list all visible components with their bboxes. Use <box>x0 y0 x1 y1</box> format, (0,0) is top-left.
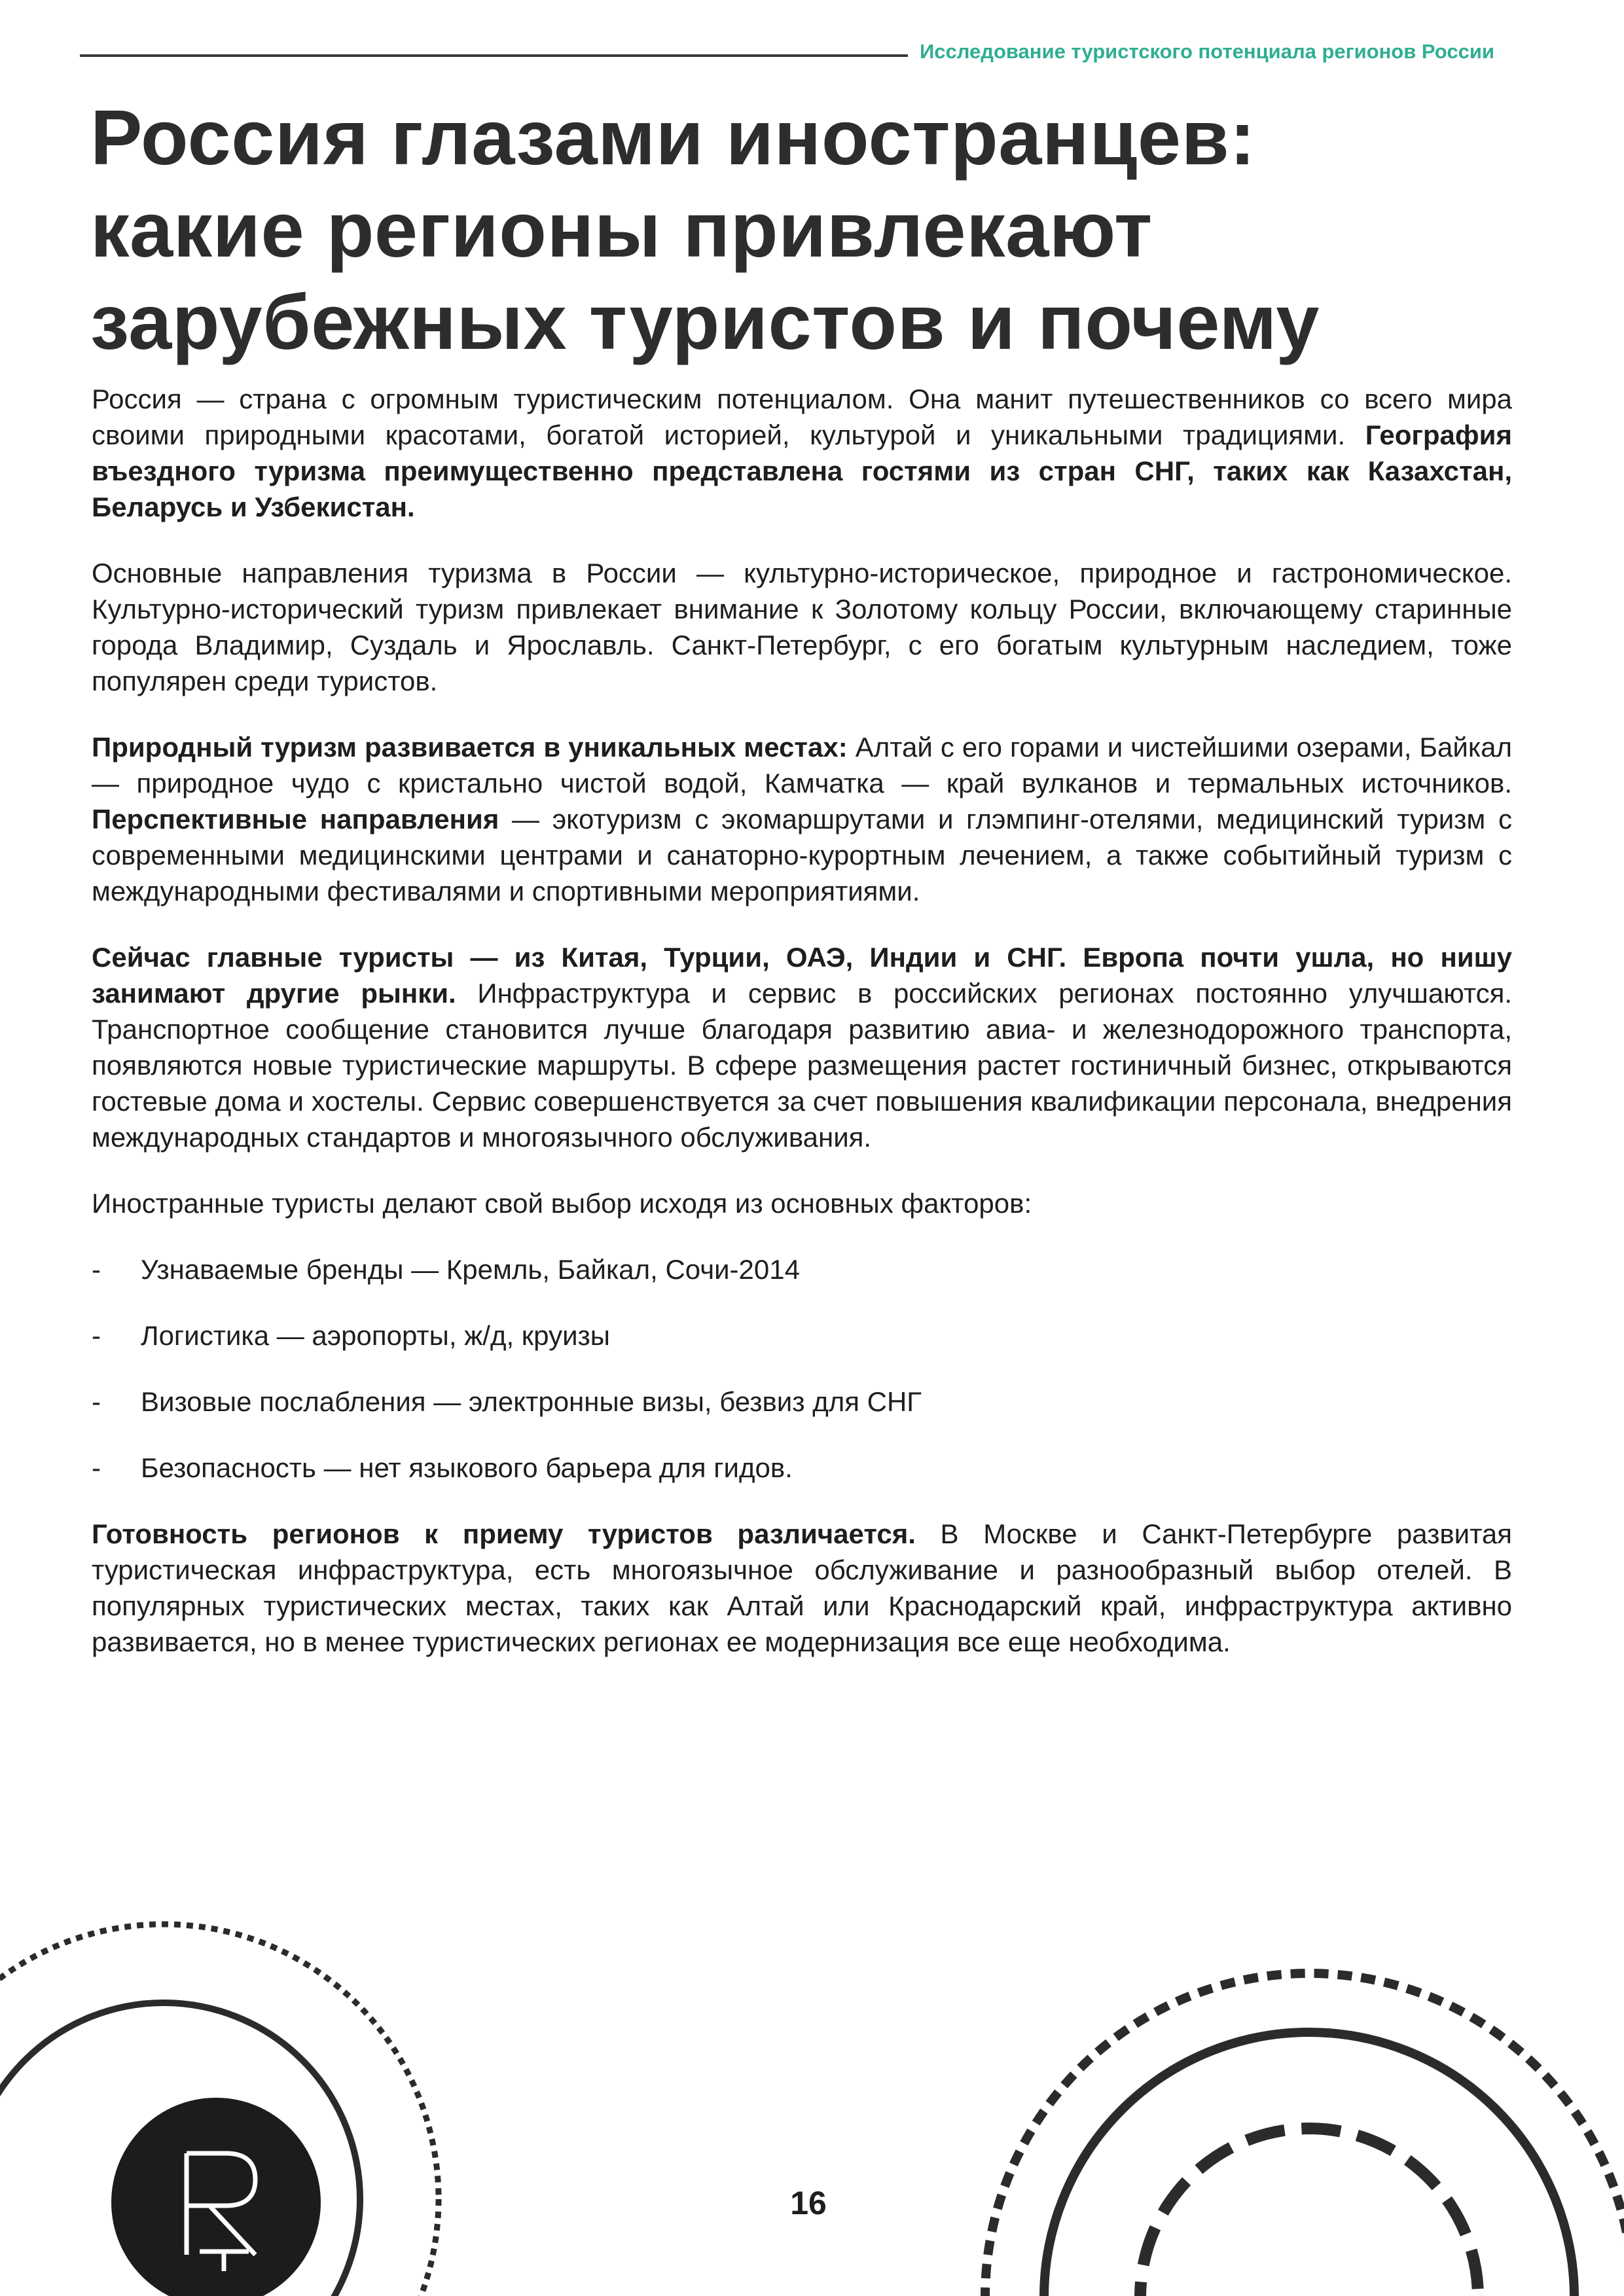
list-item <box>92 1318 1512 1354</box>
paragraph-main-tourists-text: Инфраструктура и сервис в российских регионах постоянно улучшаются. Транспортное сообщение становится лучше благодаря развитию авиа- и железнодорожного транспорта, появляются новые туристические маршруты. В сфере размещения растет гостиничный бизнес, открываются гостевые дома и хостелы. Сервис совершенствуется за счет повышения квалификации персонала, внедрения международных стандартов и многоязычного обслуживания. <box>92 978 1512 1153</box>
list-dash: - <box>92 1452 101 1483</box>
paragraph-nature-bold-2: Перспективные направления <box>92 804 499 834</box>
deco-inner-dashed-circle-right <box>1140 2128 1478 2296</box>
paragraph-readiness-text: В Москве и Санкт-Петербурге развитая туристическая инфраструктура, есть многоязычное обслуживание и разнообразный выбор отелей. В популярных туристических местах, таких как Алтай или Краснодарский край, инфраструктура активно развивается, но в менее туристических регионах ее модернизация все еще необходима. <box>92 1518 1512 1657</box>
list-item <box>92 1450 1512 1486</box>
paragraph-factors-intro <box>92 1185 1512 1221</box>
list-dash: - <box>92 1254 101 1285</box>
paragraph-nature-tourism <box>92 729 1512 909</box>
page-title <box>90 92 1530 368</box>
paragraph-main-tourists-bold: Сейчас главные туристы — из Китая, Турции, ОАЭ, Индии и СНГ. Европа почти ушла, но нишу занимают другие рынки. <box>92 942 1512 1009</box>
list-dash: - <box>92 1320 101 1351</box>
list-item-text: Безопасность — нет языкового барьера для гидов. <box>141 1452 793 1483</box>
paragraph-intro-bold: География въездного туризма преимущественно представлена гостями из стран СНГ, таких как Казахстан, Беларусь и Узбекистан. <box>92 420 1512 522</box>
logo-icon <box>187 2153 255 2271</box>
paragraph-nature-bold-1: Природный туризм развивается в уникальных местах: <box>92 732 848 762</box>
paragraph-factors-intro-text: Иностранные туристы делают свой выбор исходя из основных факторов: <box>92 1188 1032 1219</box>
list-item <box>92 1251 1512 1287</box>
page-number: 16 <box>790 2185 827 2221</box>
page-title-line-2: какие регионы привлекают <box>90 187 1153 274</box>
paragraph-main-tourists <box>92 939 1512 1155</box>
paragraph-readiness-bold: Готовность регионов к приему туристов различается. <box>92 1518 916 1549</box>
paragraph-readiness <box>92 1516 1512 1660</box>
running-header: Исследование туристского потенциала регионов России <box>920 40 1494 63</box>
deco-dotted-circle-left <box>0 1924 439 2296</box>
deco-dashed-circle-right <box>985 1973 1624 2296</box>
paragraph-intro-text: Россия — страна с огромным туристическим потенциалом. Она манит путешественников со всего мира своими природными красотами, богатой историей, культурой и уникальными традициями. <box>92 384 1512 450</box>
list-dash: - <box>92 1386 101 1417</box>
paragraph-intro <box>92 381 1512 525</box>
header-divider <box>80 54 908 57</box>
list-item <box>92 1384 1512 1420</box>
list-item-text: Узнаваемые бренды — Кремль, Байкал, Сочи-2014 <box>141 1254 800 1285</box>
deco-ring-right <box>1044 2032 1574 2296</box>
list-item-text: Логистика — аэропорты, ж/д, круизы <box>141 1320 610 1351</box>
paragraph-directions-text: Основные направления туризма в России — культурно-историческое, природное и гастрономическое. Культурно-исторический туризм привлекает внимание к Золотому кольцу России, включающему старинные города Владимир, Суздаль и Ярославль. Санкт-Петербург, с его богатым культурным наследием, тоже популярен среди туристов. <box>92 558 1512 696</box>
page-title-line-1: Россия глазами иностранцев: <box>90 94 1256 181</box>
logo-disc <box>111 2098 321 2296</box>
factors-list <box>92 1251 1512 1486</box>
paragraph-directions <box>92 555 1512 699</box>
page-title-line-3: зарубежных туристов и почему <box>90 279 1320 366</box>
article-body <box>92 381 1512 1690</box>
deco-ring-left <box>0 2003 360 2296</box>
paragraph-nature-text-1: Алтай с его горами и чистейшими озерами, Байкал — природное чудо с кристально чистой водой, Камчатка — край вулканов и термальных источников. <box>92 732 1512 798</box>
list-item-text: Визовые послабления — электронные визы, безвиз для СНГ <box>141 1386 922 1417</box>
paragraph-nature-text-2: — экотуризм с экомаршрутами и глэмпинг-отелями, медицинский туризм с современными медицинскими центрами и санаторно-курортным лечением, а также событийный туризм с международными фестивалями и спортивными мероприятиями. <box>92 804 1512 906</box>
